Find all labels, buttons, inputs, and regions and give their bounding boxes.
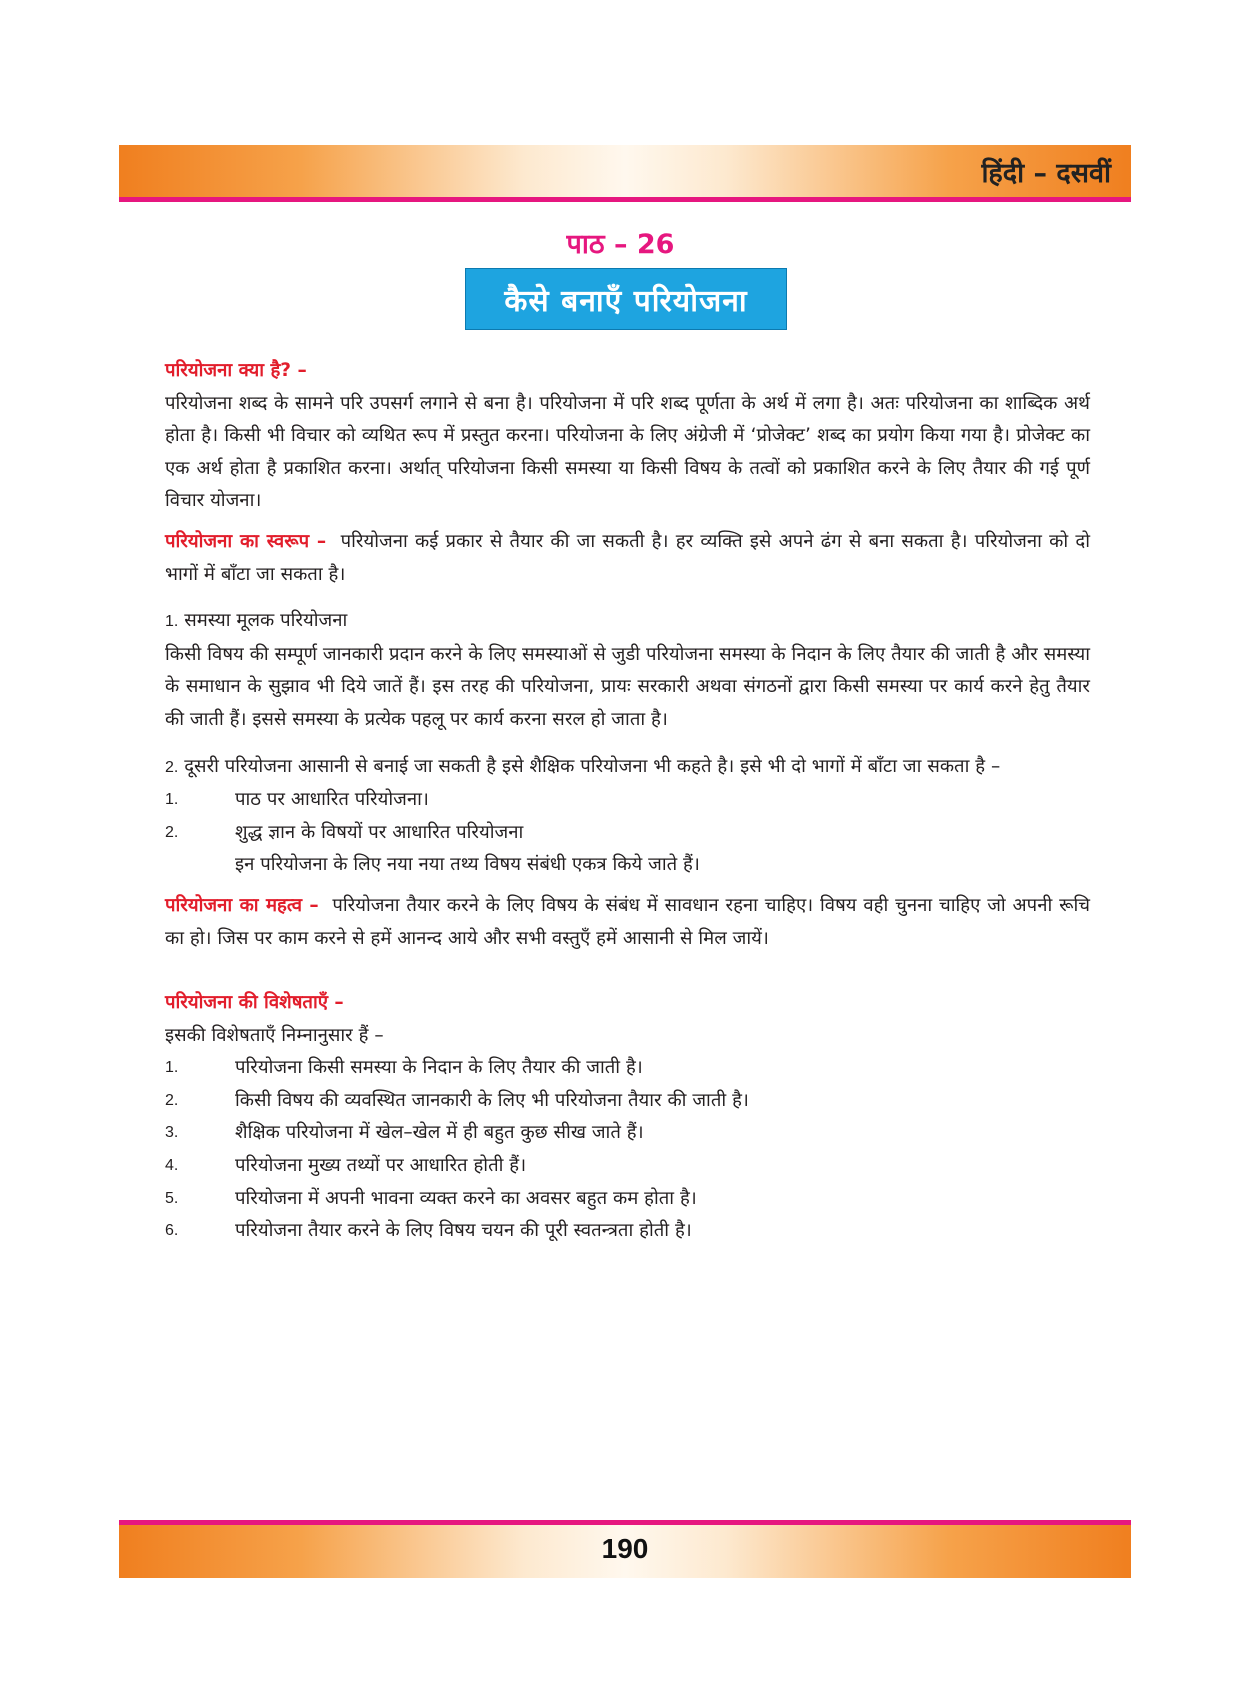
list-item <box>165 1150 1090 1183</box>
list-item-text: किसी विषय की व्यवस्थित जानकारी के लिए भी परियोजना तैयार की जाती है। <box>235 1089 749 1111</box>
section-heading: परियोजना क्या है? – <box>165 360 307 381</box>
lesson-title: कैसे बनाएँ परियोजना <box>504 283 748 319</box>
section-heading: परियोजना का महत्व – <box>165 894 319 916</box>
list-item-text: परियोजना तैयार करने के लिए विषय चयन की पूरी स्वतन्त्रता होती है। <box>235 1220 692 1242</box>
list-item <box>165 817 1090 850</box>
lesson-title-box <box>465 268 787 330</box>
list-item-number: 1. <box>165 1059 179 1077</box>
list-item <box>165 1215 1090 1248</box>
footer-band <box>119 1525 1131 1578</box>
type1-number: 1. <box>165 613 179 631</box>
list-item-text: पाठ पर आधारित परियोजना। <box>235 789 429 811</box>
features-intro: इसकी विशेषताएँ निम्नानुसार हैं – <box>165 1024 384 1046</box>
type2-note: इन परियोजना के लिए नया नया तथ्य विषय संबंधी एकत्र किये जाते हैं। <box>235 854 700 876</box>
page-content <box>165 355 1090 1248</box>
section-body: परियोजना शब्द के सामने परि उपसर्ग लगाने से बना है। परियोजना में परि शब्द पूर्णता के अर्थ में लगा है। अतः परियोजना का शाब्दिक अर्थ होता है। किसी भी विचार को व्यथित रूप में प्रस्तुत करना। परियोजना के लिए अंग्रेजी में ‘प्रोजेक्ट’ शब्द का प्रयोग किया गया है। प्रोजेक्ट का एक अर्थ होता है प्रकाशित करना। अर्थात् परियोजना किसी समस्या या किसी विषय के तत्वों को प्रकाशित करने के लिए तैयार की गई पूर्ण विचार योजना। <box>165 392 1090 512</box>
section-body: परियोजना कई प्रकार से तैयार की जा सकती है। हर व्यक्ति इसे अपने ढंग से बना सकता है। परियोजना को दो भागों में बाँटा जा सकता है। <box>165 530 1090 585</box>
list-item-number: 5. <box>165 1189 179 1207</box>
list-item <box>165 784 1090 817</box>
section-nature <box>165 526 1090 591</box>
header-band <box>119 145 1131 197</box>
section-body-with-heading <box>165 890 1090 955</box>
list-item-number: 2. <box>165 1091 179 1109</box>
list-item-number: 3. <box>165 1124 179 1142</box>
type1-label: समस्या मूलक परियोजना <box>184 610 348 632</box>
list-item <box>165 1052 1090 1085</box>
list-item-text: परियोजना किसी समस्या के निदान के लिए तैयार की जाती है। <box>235 1057 643 1079</box>
lesson-number: पाठ – 26 <box>566 229 675 260</box>
list-item <box>165 1117 1090 1150</box>
type2-list <box>165 784 1090 849</box>
type2-body-line <box>165 751 1090 785</box>
type1-body: किसी विषय की सम्पूर्ण जानकारी प्रदान करने के लिए समस्याओं से जुडी परियोजना समस्या के निदान के लिए तैयार की जाती है और समस्या के समाधान के सुझाव भी दिये जातें हैं। इस तरह की परियोजना, प्रायः सरकारी अथवा संगठनों द्वारा किसी समस्या पर कार्य करने हेतु तैयार की जाती हैं। इससे समस्या के प्रत्येक पहलू पर कार्य करना सरल हो जाता है। <box>165 643 1090 730</box>
section-heading: परियोजना की विशेषताएँ – <box>165 992 344 1014</box>
features-list <box>165 1052 1090 1248</box>
list-item-number: 2. <box>165 823 179 841</box>
type2-number: 2. <box>165 758 179 776</box>
list-item-text: परियोजना मुख्य तथ्यों पर आधारित होती हैं। <box>235 1155 527 1177</box>
header-divider <box>119 197 1131 202</box>
header-title: हिंदी – दसवीं <box>981 158 1111 189</box>
list-item-number: 1. <box>165 791 179 809</box>
list-item-text: परियोजना में अपनी भावना व्यक्त करने का अवसर बहुत कम होता है। <box>235 1187 697 1209</box>
section-type2 <box>165 751 1090 882</box>
list-item-text: शैक्षिक परियोजना में खेल–खेल में ही बहुत कुछ सीख जाते हैं। <box>235 1122 644 1144</box>
list-item <box>165 1085 1090 1118</box>
page-number: 190 <box>601 1533 649 1564</box>
section-body-with-heading <box>165 526 1090 591</box>
list-item-number: 6. <box>165 1222 179 1240</box>
list-item-number: 4. <box>165 1157 179 1175</box>
section-what <box>165 355 1090 518</box>
list-item <box>165 1183 1090 1216</box>
section-type1 <box>165 605 1090 736</box>
section-body: परियोजना तैयार करने के लिए विषय के संबंध में सावधान रहना चाहिए। विषय वही चुनना चाहिए जो अपनी रूचि का हो। जिस पर काम करने से हमें आनन्द आये और सभी वस्तुएँ हमें आसानी से मिल जायें। <box>165 894 1090 949</box>
type1-label-line <box>165 605 1090 639</box>
section-features <box>165 987 1090 1248</box>
section-importance <box>165 890 1090 955</box>
section-heading: परियोजना का स्वरूप – <box>165 530 327 552</box>
list-item-text: शुद्ध ज्ञान के विषयों पर आधारित परियोजना <box>235 821 524 843</box>
type2-body: दूसरी परियोजना आसानी से बनाई जा सकती है इसे शैक्षिक परियोजना भी कहते है। इसे भी दो भागों में बाँटा जा सकता है – <box>184 755 1001 777</box>
